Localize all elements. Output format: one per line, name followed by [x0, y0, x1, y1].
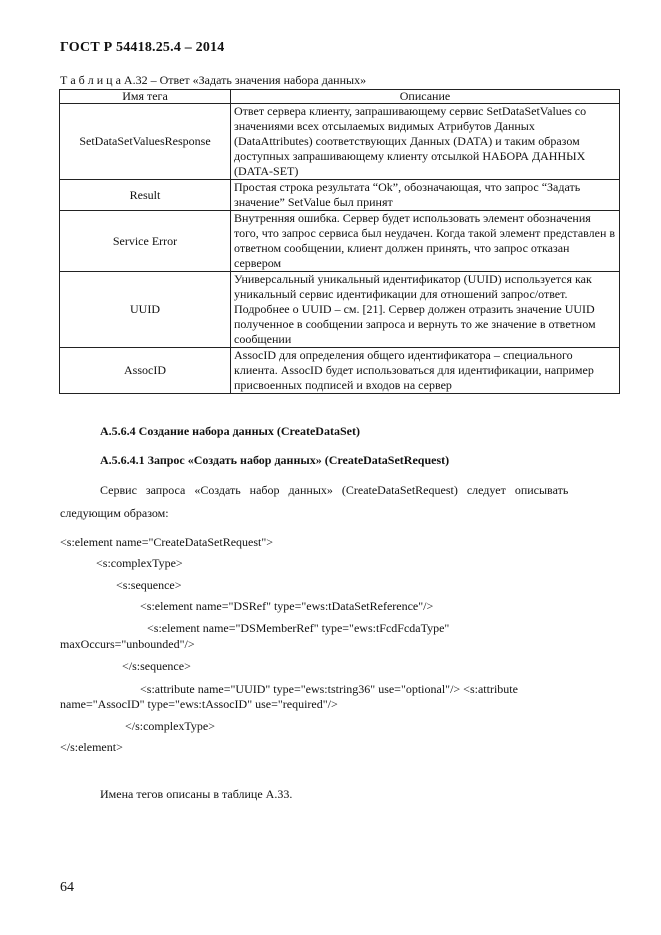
tag-name-cell: AssocID: [60, 348, 231, 394]
code-line: </s:element>: [60, 740, 123, 754]
tag-description-cell: Ответ сервера клиенту, запрашивающему сервис SetDataSetValues со значениями всех отсылаемых видимых Атрибутов Данных (DataAttributes) соответствующих Данных (DATA) и таким образом доступных запрашивающему клиенту отсылкой НАБОРА ДАННЫХ (DATA-SET): [231, 104, 620, 180]
section-heading: А.5.6.4 Создание набора данных (CreateDataSet): [100, 424, 360, 438]
table-caption: Т а б л и ц а А.32 – Ответ «Задать значения набора данных»: [60, 73, 367, 87]
column-header-tag: Имя тега: [60, 90, 231, 104]
subsection-heading: А.5.6.4.1 Запрос «Создать набор данных» (CreateDataSetRequest): [100, 453, 450, 467]
tag-name-cell: Result: [60, 180, 231, 211]
tag-description-cell: Простая строка результата “Ok”, обозначающая, что запрос “Задать значение” SetValue был принят: [231, 180, 620, 211]
table-row: [60, 104, 620, 180]
code-line: name="AssocID" type="ews:tAssocID" use="required"/>: [60, 697, 338, 711]
table-row: [60, 272, 620, 348]
code-line: <s:element name="DSRef" type="ews:tDataSetReference"/>: [140, 599, 434, 613]
code-line: <s:sequence>: [116, 578, 182, 592]
table-row: [60, 348, 620, 394]
code-line: </s:complexType>: [125, 719, 216, 733]
table-row: [60, 180, 620, 211]
paragraph-line: следующим образом:: [60, 506, 169, 520]
table-row: [60, 211, 620, 272]
column-header-description: Описание: [231, 90, 620, 104]
tag-name-cell: UUID: [60, 272, 231, 348]
code-line: <s:element name="DSMemberRef" type="ews:tFcdFcdaType": [147, 621, 450, 635]
table-reference-text: Имена тегов описаны в таблице А.33.: [100, 787, 293, 801]
tags-table: [59, 89, 620, 394]
tag-description-cell: Внутренняя ошибка. Сервер будет использовать элемент обозначения того, что запрос сервиса был неудачен. Когда такой элемент представлен в ответном сообщении, клиент должен принять, что запрос отказан сервером: [231, 211, 620, 272]
paragraph-line: Сервис запроса «Создать набор данных» (CreateDataSetRequest) следует описывать: [100, 483, 569, 497]
tag-name-cell: SetDataSetValuesResponse: [60, 104, 231, 180]
code-line: <s:complexType>: [96, 556, 183, 570]
code-line: </s:sequence>: [122, 659, 191, 673]
tag-name-cell: Service Error: [60, 211, 231, 272]
code-line: <s:attribute name="UUID" type="ews:tstring36" use="optional"/> <s:attribute: [140, 682, 518, 696]
code-line: maxOccurs="unbounded"/>: [60, 637, 195, 651]
page-number: 64: [60, 880, 74, 895]
document-header: ГОСТ Р 54418.25.4 – 2014: [60, 40, 225, 55]
tag-description-cell: Универсальный уникальный идентификатор (UUID) используется как уникальный сервис идентификации для отношений запрос/ответ. Подробнее о UUID – см. [21]. Сервер должен отразить значение UUID полученное в сообщении запроса и вернуть то же значение в ответном сообщении: [231, 272, 620, 348]
code-line: <s:element name="CreateDataSetRequest">: [60, 535, 274, 549]
tag-description-cell: AssocID для определения общего идентификатора – специального клиента. AssocID будет использоваться для идентификации, например присвоенных подписей и входов на сервер: [231, 348, 620, 394]
table-header-row: [60, 90, 620, 104]
